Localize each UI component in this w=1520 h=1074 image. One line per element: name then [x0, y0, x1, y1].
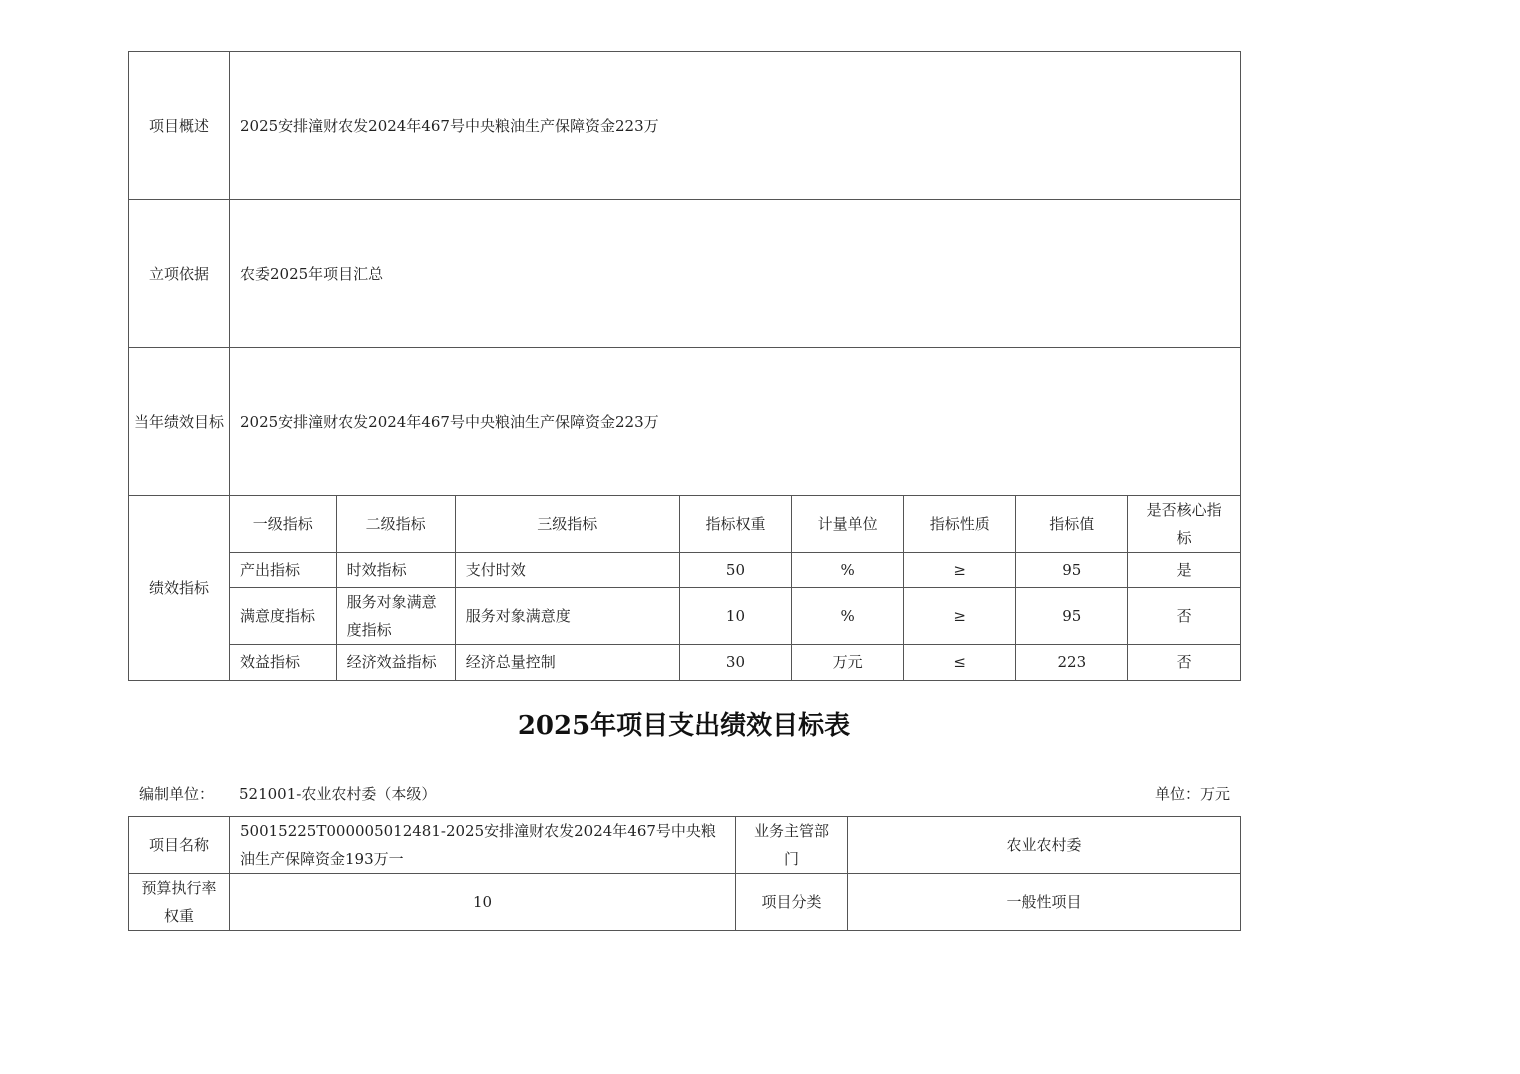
- rate-label: 预算执行率权重: [129, 874, 230, 931]
- table-row: [230, 588, 1240, 645]
- table-row: [129, 817, 1241, 874]
- perf-header: 三级指标: [455, 496, 679, 553]
- currency-unit: 单位：万元: [1154, 785, 1230, 803]
- category-label: 项目分类: [736, 874, 848, 931]
- table-cell: 时效指标: [336, 553, 455, 588]
- perf-header: 计量单位: [792, 496, 904, 553]
- table-cell: 服务对象满意度指标: [336, 588, 455, 645]
- table-cell: 95: [1016, 588, 1128, 645]
- table-cell: %: [792, 588, 904, 645]
- dept-value: 农业农村委: [848, 817, 1241, 874]
- table-cell: 效益指标: [230, 645, 336, 680]
- table-row: [230, 645, 1240, 680]
- perf-header: 指标权重: [679, 496, 791, 553]
- unit-label: 编制单位：: [139, 785, 215, 803]
- table-cell: 经济效益指标: [336, 645, 455, 680]
- unit-value: 521001-农业农村委（本级）: [239, 785, 437, 803]
- table-cell: 是: [1128, 553, 1240, 588]
- perf-header: 指标性质: [904, 496, 1016, 553]
- category-value: 一般性项目: [848, 874, 1241, 931]
- project-name-value: 50015225T000005012481-2025安排潼财农发2024年467号中央粮油生产保障资金193万一: [230, 817, 736, 874]
- page-title: 2025年项目支出绩效目标表: [517, 711, 851, 741]
- table-cell: 支付时效: [455, 553, 679, 588]
- table-cell: ≥: [904, 553, 1016, 588]
- perf-header: 指标值: [1016, 496, 1128, 553]
- goal-value: 2025安排潼财农发2024年467号中央粮油生产保障资金223万: [230, 348, 1241, 496]
- project-summary-table: [128, 816, 1241, 931]
- overview-value: 2025安排潼财农发2024年467号中央粮油生产保障资金223万: [230, 52, 1241, 200]
- table-cell: 否: [1128, 588, 1240, 645]
- table-cell: 满意度指标: [230, 588, 336, 645]
- perf-header: 二级指标: [336, 496, 455, 553]
- perf-header: 是否核心指标: [1128, 496, 1240, 553]
- table-cell: 万元: [792, 645, 904, 680]
- table-cell: 经济总量控制: [455, 645, 679, 680]
- table-row: [230, 553, 1240, 588]
- table-cell: 223: [1016, 645, 1128, 680]
- table-cell: 服务对象满意度: [455, 588, 679, 645]
- perf-label: 绩效指标: [129, 496, 230, 681]
- table-cell: 50: [679, 553, 791, 588]
- goal-label: 当年绩效目标: [129, 348, 230, 496]
- table-cell: 95: [1016, 553, 1128, 588]
- perf-header: 一级指标: [230, 496, 336, 553]
- overview-label: 项目概述: [129, 52, 230, 200]
- table-cell: 产出指标: [230, 553, 336, 588]
- basis-label: 立项依据: [129, 200, 230, 348]
- table-row: [129, 874, 1241, 931]
- project-info-table: [128, 51, 1241, 681]
- perf-header-row: [230, 496, 1240, 553]
- dept-label: 业务主管部门: [736, 817, 848, 874]
- rate-value: 10: [230, 874, 736, 931]
- table-cell: ≤: [904, 645, 1016, 680]
- table-cell: 10: [679, 588, 791, 645]
- table-cell: 30: [679, 645, 791, 680]
- perf-indicators-table: [230, 496, 1240, 680]
- meta-row: [128, 781, 1240, 807]
- table-cell: ≥: [904, 588, 1016, 645]
- project-name-label: 项目名称: [129, 817, 230, 874]
- perf-indicators-cell: [230, 496, 1241, 681]
- table-cell: 否: [1176, 653, 1192, 672]
- table-cell: %: [792, 553, 904, 588]
- basis-value: 农委2025年项目汇总: [230, 200, 1241, 348]
